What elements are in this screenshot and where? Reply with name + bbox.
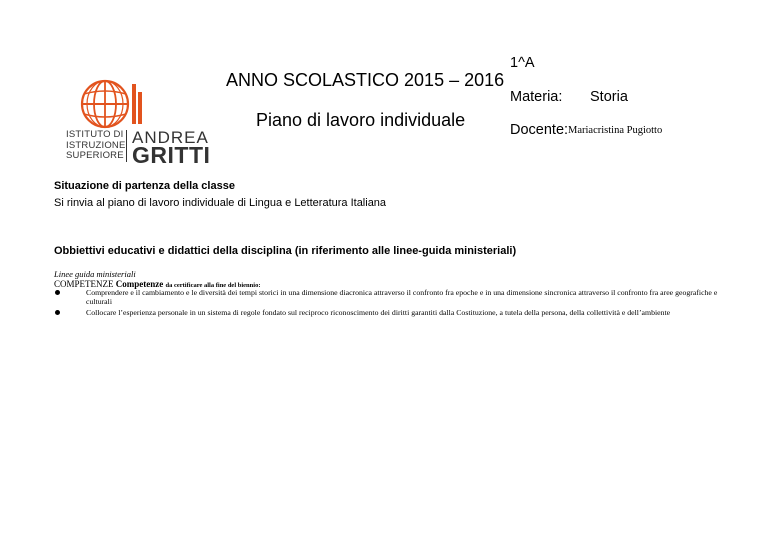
teacher-value: Mariacristina Pugiotto (568, 125, 663, 136)
bullet-icon (55, 310, 60, 315)
teacher-label: Docente: (510, 122, 569, 138)
subject-label: Materia: (510, 89, 563, 105)
logo-line2: ISTRUZIONE (66, 139, 126, 151)
year-title: ANNO SCOLASTICO 2015 – 2016 (226, 70, 505, 90)
competences-small: da certificare alla fine del biennio: (165, 282, 261, 289)
list-item-text: Collocare l’esperienza personale in un sistema di regole fondato sul reciproco riconoscimento dei diritti garantiti dalla Costituzione, a tutela della persona, della collettività e dell’ambiente (86, 308, 671, 317)
section-start-text: Si rinvia al piano di lavoro individuale di Lingua e Letteratura Italiana (54, 197, 387, 209)
list-item-text: Comprendere e il cambiamento e le diversità dei tempi storici in una dimensione diacronica attraverso il confronto fra epoche e in una dimensione sincronica attraverso il confronto fra aree geografiche e culturali (86, 288, 718, 306)
list-item (54, 288, 734, 306)
logo-name1: ANDREA (132, 128, 209, 147)
subject-value: Storia (590, 89, 628, 105)
bars-icon (132, 84, 144, 124)
guidelines-label: Linee guida ministeriali (54, 269, 136, 279)
section-objectives-heading: Obbiettivi educativi e didattici della disciplina (in riferimento alle linee-guida ministeriali) (54, 245, 517, 257)
logo-divider (126, 130, 127, 162)
class-label: 1^A (510, 55, 535, 71)
logo-name2: GRITTI (132, 142, 211, 168)
bullet-icon (55, 290, 60, 295)
section-start-heading: Situazione di partenza della classe (54, 180, 235, 192)
globe-icon (79, 78, 131, 130)
school-logo (66, 78, 211, 168)
plan-title: Piano di lavoro individuale (256, 110, 466, 130)
competences-bold: Competenze (115, 279, 164, 289)
list-item (54, 308, 734, 317)
logo-line3: SUPERIORE (66, 150, 124, 161)
competences-prefix: COMPETENZE (54, 279, 114, 289)
logo-line1: ISTITUTO DI (66, 129, 124, 140)
competences-list (54, 288, 734, 319)
